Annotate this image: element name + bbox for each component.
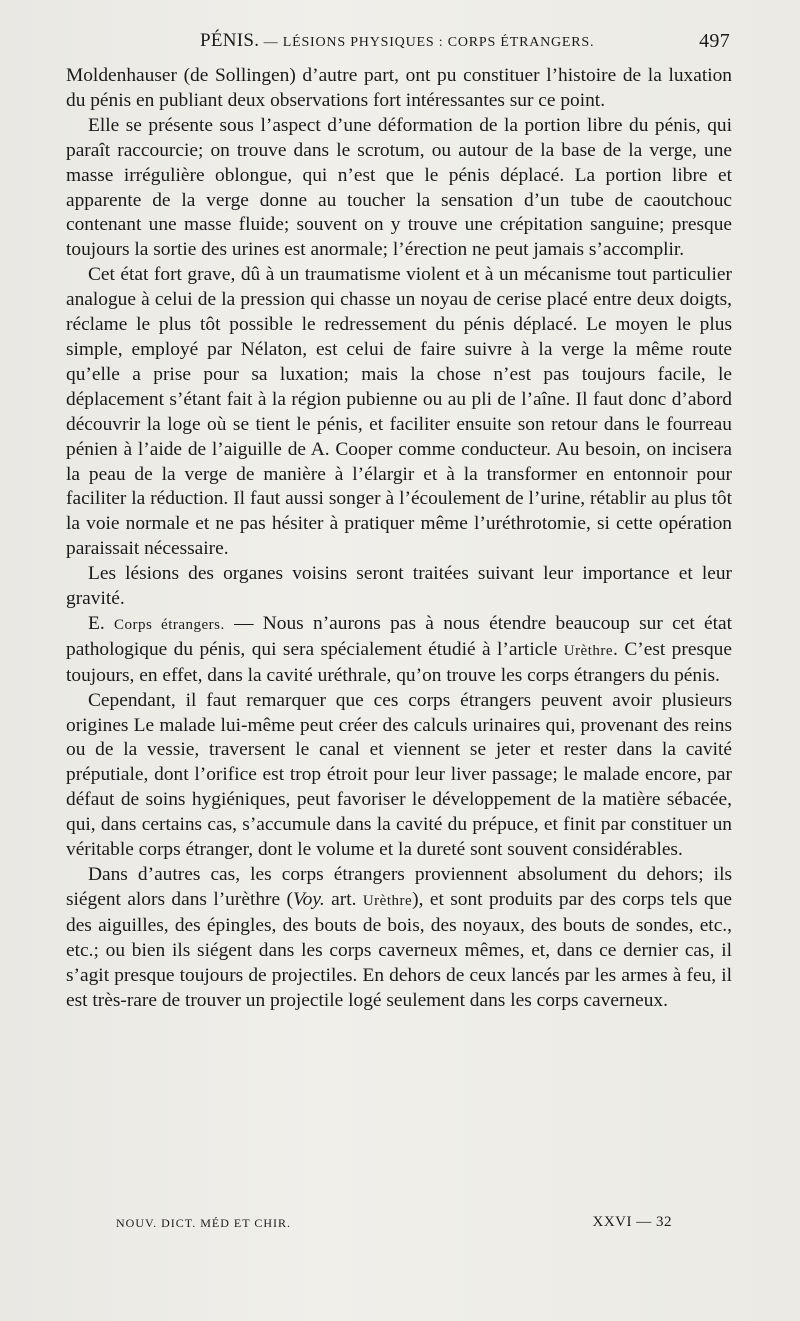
paragraph-text-part1: Dans d’autres cas, les corps étrangers proviennent absolument du dehors; ils siégent alors dans l’urèthre ( (66, 864, 732, 910)
paragraph-description: Elle se présente sous l’aspect d’une déformation de la portion libre du pénis, qui paraît raccourcie; on trouve dans le scrotum, ou autour de la base de la verge, une masse irrégulière oblongue, qui n’est que le pénis déplacé. La portion libre et apparente de la verge donne au toucher la sensation d’un tube de caoutchouc contenant une masse fluide; souvent on y trouve une crépitation sanguine; presque toujours la sortie des urines est anormale; l’érection ne peut jamais s’accomplir. (66, 114, 732, 261)
paragraph-origins: Cependant, il faut remarquer que ces corps étrangers peuvent avoir plusieurs origines Le malade lui-même peut créer des calculs urinaires qui, provenant des reins ou de la vessie, traversent le canal et viennent se jeter et rester dans la cavité préputiale, dont l’orifice est trop étroit pour leur liver passage; le malade encore, par défaut de soins hygiéniques, peut favoriser le développement de la matière sébacée, qui, dans certains cas, s’accumule dans la cavité du prépuce, et finit par constituer un véritable corps étranger, dont le volume et la dureté sont souvent considérables. (66, 689, 732, 861)
signature-title: NOUV. DICT. MÉD ET CHIR. (116, 1216, 292, 1230)
body-text (66, 64, 732, 1013)
voy-abbreviation: Voy. (292, 888, 325, 910)
running-header (66, 30, 736, 60)
cross-reference: Urèthre (563, 642, 614, 659)
paragraph-text-part2: art. (324, 888, 363, 910)
running-title-main: PÉNIS. (200, 30, 260, 51)
page-footer (116, 1214, 672, 1234)
section-text-part1: — Nous n’aurons pas à nous étendre beaucoup sur cet état pathologique du pénis, qui sera spécialement étudié à l’article (66, 612, 732, 660)
paragraph-foreign-bodies (66, 612, 732, 689)
paragraph-treatment: Cet état fort grave, dû à un traumatisme violent et à un mécanisme tout particulier analogue à celui de la pression qui chasse un noyau de cerise placé entre deux doigts, réclame le plus tôt possible le redressement du pénis déplacé. Le moyen le plus simple, employé par Nélaton, est celui de faire suivre à la verge la même route qu’elle a prise pour sa luxation; mais la chose n’est pas toujours facile, le déplacement s’étant fait à la région pubienne ou au pli de l’aîne. Il faut donc d’abord découvrir la loge où se tient le pénis, et faciliter ensuite son retour dans le fourreau pénien à l’aide de l’aiguille de A. Cooper comme conducteur. Au besoin, on incisera la peau de la verge de manière à l’élargir et à la transformer en entonnoir pour faciliter la réduction. Il faut aussi songer à l’écoulement de l’urine, rétablir au plus tôt la voie normale et ne pas hésiter à pratiquer même l’uréthrotomie, si cette opération paraissait nécessaire. (66, 264, 732, 560)
paragraph-external-causes (66, 863, 732, 1013)
paragraph-neighbouring-lesions: Les lésions des organes voisins seront traitées suivant leur importance et leur gravité. (66, 563, 732, 610)
section-text-part2: . C’est presque toujours, en effet, dans la cavité uréthrale, qu’on trouve les corps étrangers du pénis. (66, 638, 732, 686)
page-number: 497 (699, 30, 730, 52)
signature-mark: XXVI — 32 (592, 1214, 672, 1230)
paragraph-text-part3: ), et sont produits par des corps tels que des aiguilles, des épingles, des bouts de bois, des noyaux, des bouts de sondes, etc., etc.; ou bien ils siégent dans les corps caverneux mêmes, et, dans ce dernier cas, il s’agit presque toujours de projectiles. En dehors de ceux lancés par les armes à feu, il est très-rare de trouver un projectile logé seulement dans les corps caverneux. (66, 888, 733, 1011)
cross-reference: Urèthre (362, 892, 413, 909)
running-title-subtitle: — LÉSIONS PHYSIQUES : CORPS ÉTRANGERS. (259, 35, 595, 50)
section-heading: Corps étrangers. (114, 616, 225, 633)
running-title (200, 30, 594, 52)
paragraph-continued: Moldenhauser (de Sollingen) d’autre part, ont pu constituer l’histoire de la luxation du pénis en publiant deux observations fort intéressantes sur ce point. (66, 65, 732, 111)
section-letter: E. (88, 612, 114, 634)
